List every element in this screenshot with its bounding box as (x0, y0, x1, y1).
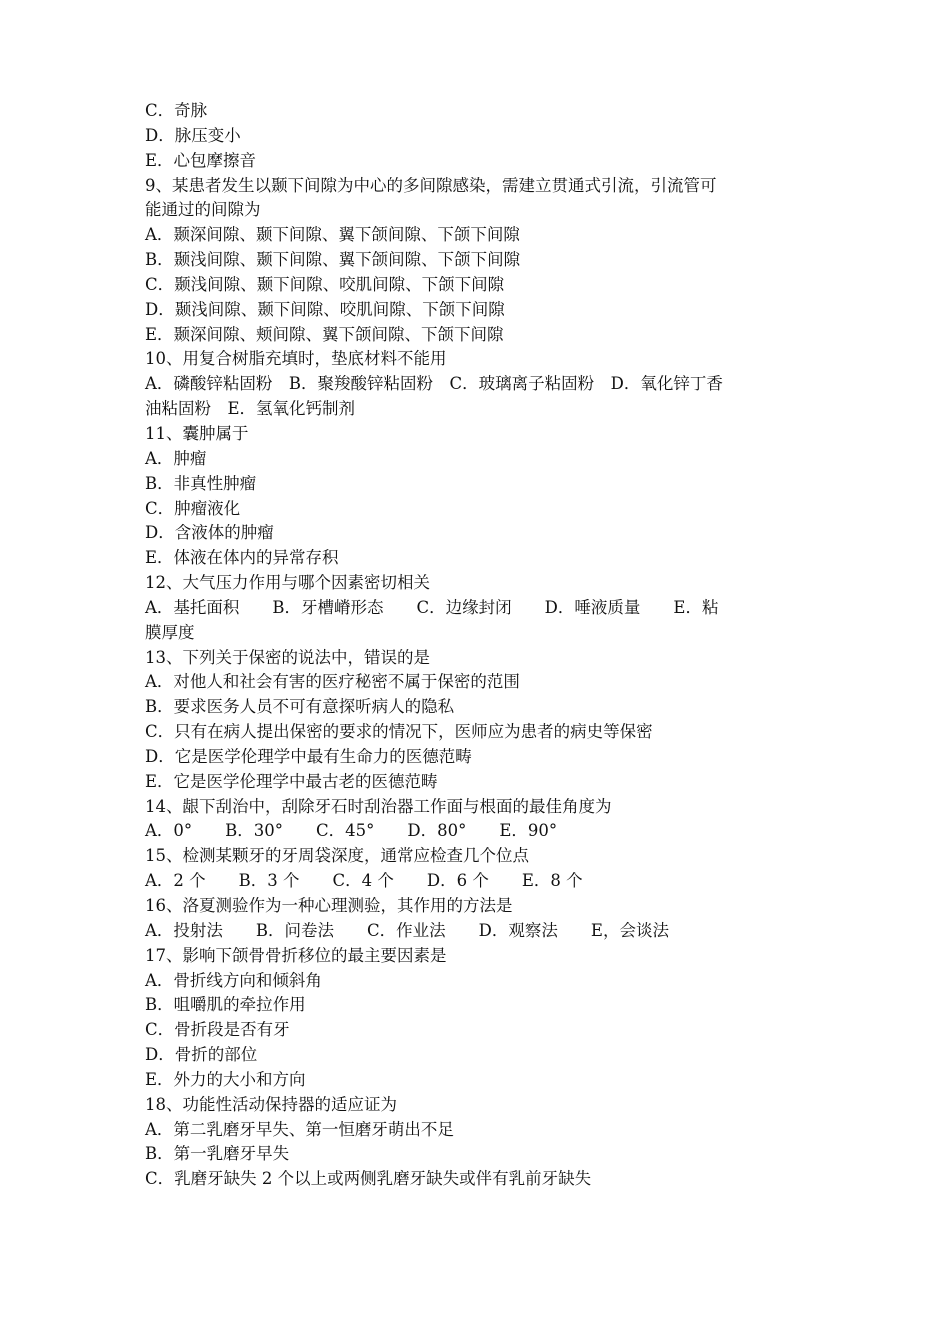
question-9-option-e: E．颞深间隙、颊间隙、翼下颌间隙、下颌下间隙 (145, 324, 504, 344)
question-13-stem: 13、下列关于保密的说法中，错误的是 (145, 647, 430, 667)
question-9-option-b: B．颞浅间隙、颞下间隙、翼下颌间隙、下颌下间隙 (145, 250, 521, 270)
option-e-line: E．心包摩擦音 (145, 150, 257, 170)
question-13-option-a: A．对他人和社会有害的医疗秘密不属于保密的范围 (145, 672, 520, 692)
question-18-option-b: B．第一乳磨牙早失 (145, 1144, 290, 1164)
question-12-options-continued: 膜厚度 (145, 622, 195, 642)
question-12-options: A．基托面积 B．牙槽嵴形态 C．边缘封闭 D．唾液质量 E．粘 (145, 597, 719, 617)
question-11-stem: 11、囊肿属于 (145, 423, 249, 443)
question-13-option-c: C．只有在病人提出保密的要求的情况下，医师应为患者的病史等保密 (145, 722, 653, 742)
question-13-option-e: E．它是医学伦理学中最古老的医德范畴 (145, 771, 438, 791)
question-11-option-c: C．肿瘤液化 (145, 498, 241, 518)
question-15-stem: 15、检测某颗牙的牙周袋深度，通常应检查几个位点 (145, 846, 529, 866)
question-11-option-a: A．肿瘤 (145, 448, 207, 468)
question-17-option-a: A．骨折线方向和倾斜角 (145, 970, 322, 990)
question-16-options: A．投射法 B．问卷法 C．作业法 D．观察法 E，会谈法 (145, 920, 669, 940)
question-9-option-d: D．颞浅间隙、颞下间隙、咬肌间隙、下颌下间隙 (145, 299, 505, 319)
question-17-option-b: B．咀嚼肌的牵拉作用 (145, 995, 306, 1015)
question-17-stem: 17、影响下颌骨骨折移位的最主要因素是 (145, 945, 447, 965)
question-11-option-b: B．非真性肿瘤 (145, 473, 257, 493)
question-12-stem: 12、大气压力作用与哪个因素密切相关 (145, 573, 430, 593)
question-13-option-b: B．要求医务人员不可有意探听病人的隐私 (145, 697, 455, 717)
question-9-stem: 9、某患者发生以颞下间隙为中心的多间隙感染，需建立贯通式引流，引流管可 (145, 175, 717, 195)
question-11-option-d: D．含液体的肿瘤 (145, 523, 274, 543)
question-17-option-c: C．骨折段是否有牙 (145, 1020, 290, 1040)
question-15-options: A．2 个 B．3 个 C．4 个 D．6 个 E．8 个 (145, 871, 583, 891)
question-18-option-c: C．乳磨牙缺失 2 个以上或两侧乳磨牙缺失或伴有乳前牙缺失 (145, 1169, 592, 1189)
question-10-options-continued: 油粘固粉 E．氢氧化钙制剂 (145, 399, 356, 419)
option-d-line: D．脉压变小 (145, 125, 241, 145)
question-11-option-e: E．体液在体内的异常存积 (145, 548, 339, 568)
question-17-option-e: E．外力的大小和方向 (145, 1069, 306, 1089)
question-9-stem-continued: 能通过的间隙为 (145, 200, 261, 220)
question-18-option-a: A．第二乳磨牙早失、第一恒磨牙萌出不足 (145, 1119, 454, 1139)
question-18-stem: 18、功能性活动保持器的适应证为 (145, 1094, 397, 1114)
document-body (145, 99, 810, 1192)
question-16-stem: 16、洛夏测验作为一种心理测验，其作用的方法是 (145, 896, 513, 915)
question-14-stem: 14、龈下刮治中，刮除牙石时刮治器工作面与根面的最佳角度为 (145, 796, 612, 816)
question-13-option-d: D．它是医学伦理学中最有生命力的医德范畴 (145, 746, 472, 766)
question-9-option-c: C．颞浅间隙、颞下间隙、咬肌间隙、下颌下间隙 (145, 274, 505, 294)
question-10-options: A．磷酸锌粘固粉 B．聚羧酸锌粘固粉 C．玻璃离子粘固粉 D．氧化锌丁香 (145, 374, 723, 394)
question-17-option-d: D．骨折的部位 (145, 1045, 258, 1065)
question-10-stem: 10、用复合树脂充填时，垫底材料不能用 (145, 349, 447, 369)
question-14-options: A．0° B．30° C．45° D．80° E．90° (145, 821, 558, 841)
question-9-option-a: A．颞深间隙、颞下间隙、翼下颌间隙、下颌下间隙 (145, 225, 520, 245)
option-c-line: C．奇脉 (145, 101, 208, 120)
